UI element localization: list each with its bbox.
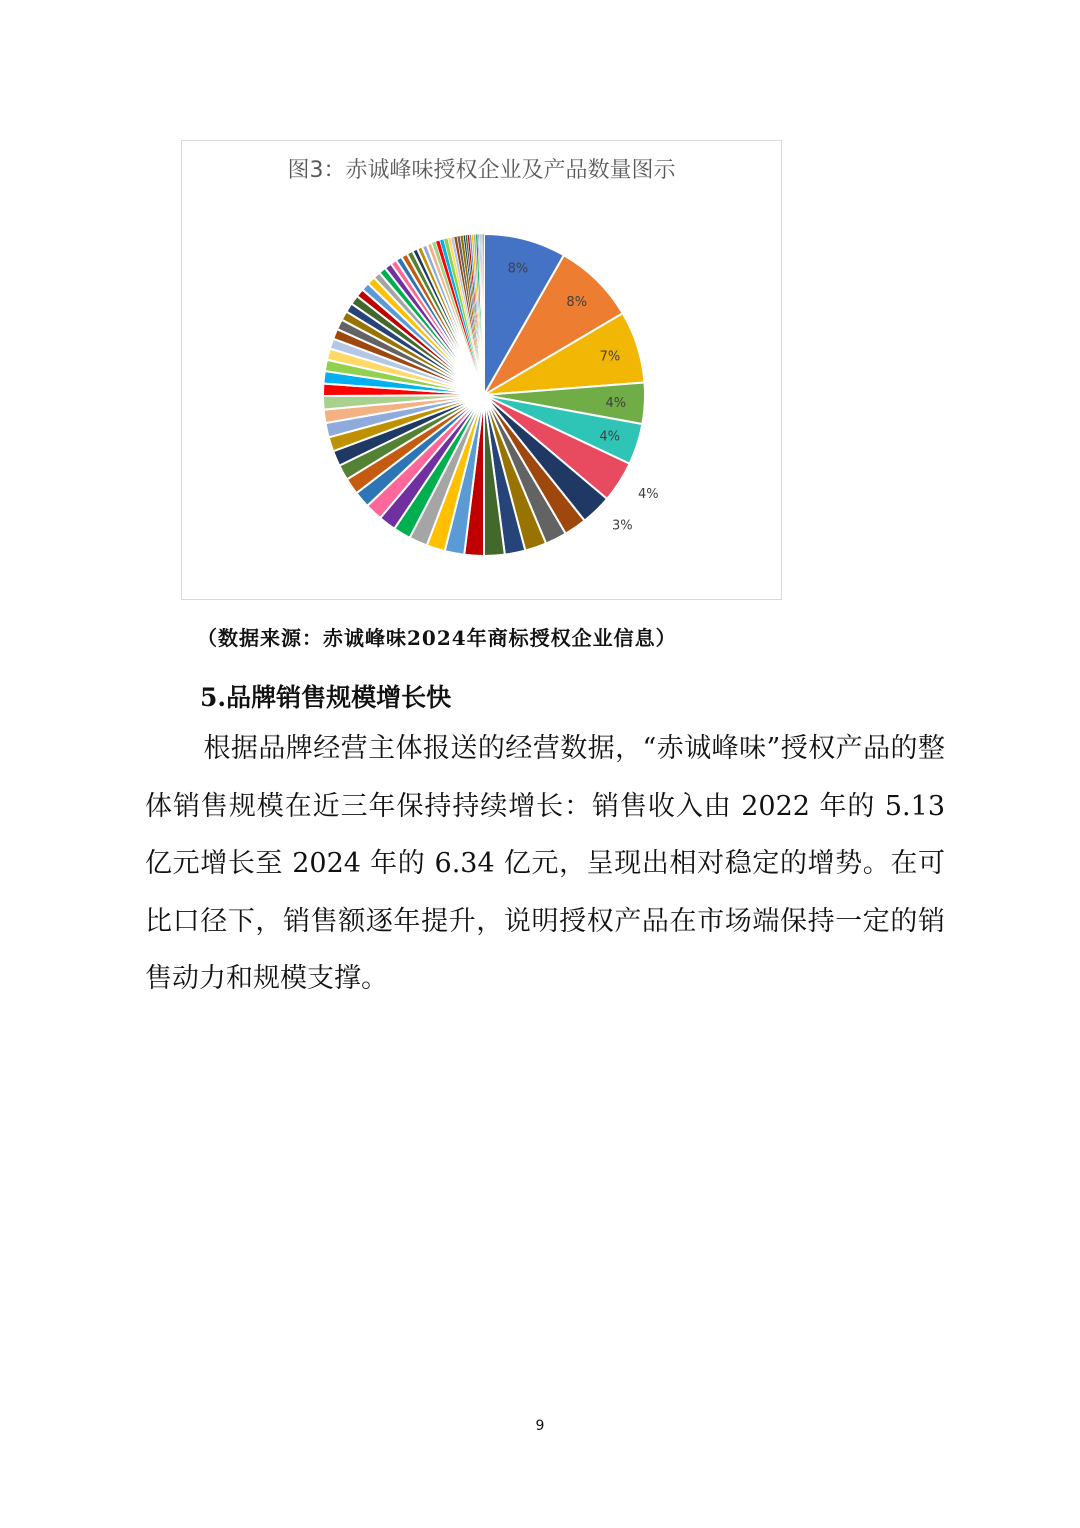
pie-data-label-3: 7% [599,349,621,365]
section-heading: 5.品牌销售规模增长快 [200,683,452,712]
pie-data-label-1: 8% [507,261,529,277]
pie-data-label-4: 4% [605,395,627,411]
page-number: 9 [535,1418,545,1434]
pie-data-label-7: 3% [612,518,633,534]
body-paragraph-text: 根据品牌经营主体报送的经营数据，“赤诚峰味”授权产品的整体销售规模在近三年保持持续增长：销售收入由 2022 年的 5.13 亿元增长至 2024 年的 6.34 亿元，呈现出相对稳定的增势。在可比口径下，销售额逐年提升，说明授权产品在市场端保持一定的销售动力和规模支撑。 [145,733,945,994]
pie-chart [182,141,781,599]
pie-data-label-2: 8% [566,295,588,311]
chart-container [181,140,782,600]
pie-data-label-5: 4% [599,429,620,445]
pie-data-label-6: 4% [637,486,659,502]
data-source-note: （数据来源：赤诚峰味2024年商标授权企业信息） [197,626,677,650]
body-paragraph [145,720,945,1008]
chart-title: 图3：赤诚峰味授权企业及产品数量图示 [287,158,676,183]
